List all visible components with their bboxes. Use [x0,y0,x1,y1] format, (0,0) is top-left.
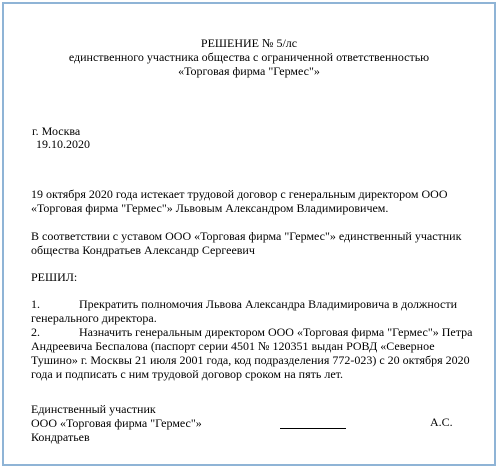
document-date: 19.10.2020 [36,137,90,151]
list-item [31,325,476,381]
list-item-number: 2. [31,325,40,339]
signature-line [280,428,346,429]
list-item-text: Прекратить полномочия Львова Александра Владимировича в должности генерального директора. [31,297,458,325]
list-item-number: 1. [31,297,40,311]
list-item [31,297,476,325]
decided-heading: РЕШИЛ: [31,270,78,284]
document-title: РЕШЕНИЕ № 5/лс [200,36,298,50]
city: г. Москва [32,124,81,138]
document [4,4,494,464]
signature-surname: Кондратьев [31,430,90,444]
company-name: «Торговая фирма "Гермес"» [178,64,320,78]
document-frame [2,2,496,466]
signature-initials: А.С. [430,415,453,429]
signature-company: ООО «Торговая фирма "Гермес"» [31,416,202,430]
paragraph-contract-expiry: 19 октября 2020 года истекает трудовой договор с генеральным директором ООО «Торговая фирма "Гермес"» Львовым Александром Владимировичем. [31,187,448,215]
list-item-text: Назначить генеральным директором ООО «Торговая фирма "Гермес"» Петра Андреевича Беспалова (паспорт серии 4501 № 120351 выдан РОВД «Северное Тушино» г. Москвы 21 июля 2001 года, код подразделения 772-023) с 20 октября 2020 года и подписать с ним трудовой договор сроком на пять лет. [31,325,473,381]
paragraph-charter: В соответствии с уставом ООО «Торговая фирма "Гермес"» единственный участник общества Кондратьев Александр Сергеевич [31,229,462,257]
document-subtitle: единственного участника общества с ограниченной ответственностью [68,50,430,64]
signature-role: Единственный участник [31,402,156,416]
